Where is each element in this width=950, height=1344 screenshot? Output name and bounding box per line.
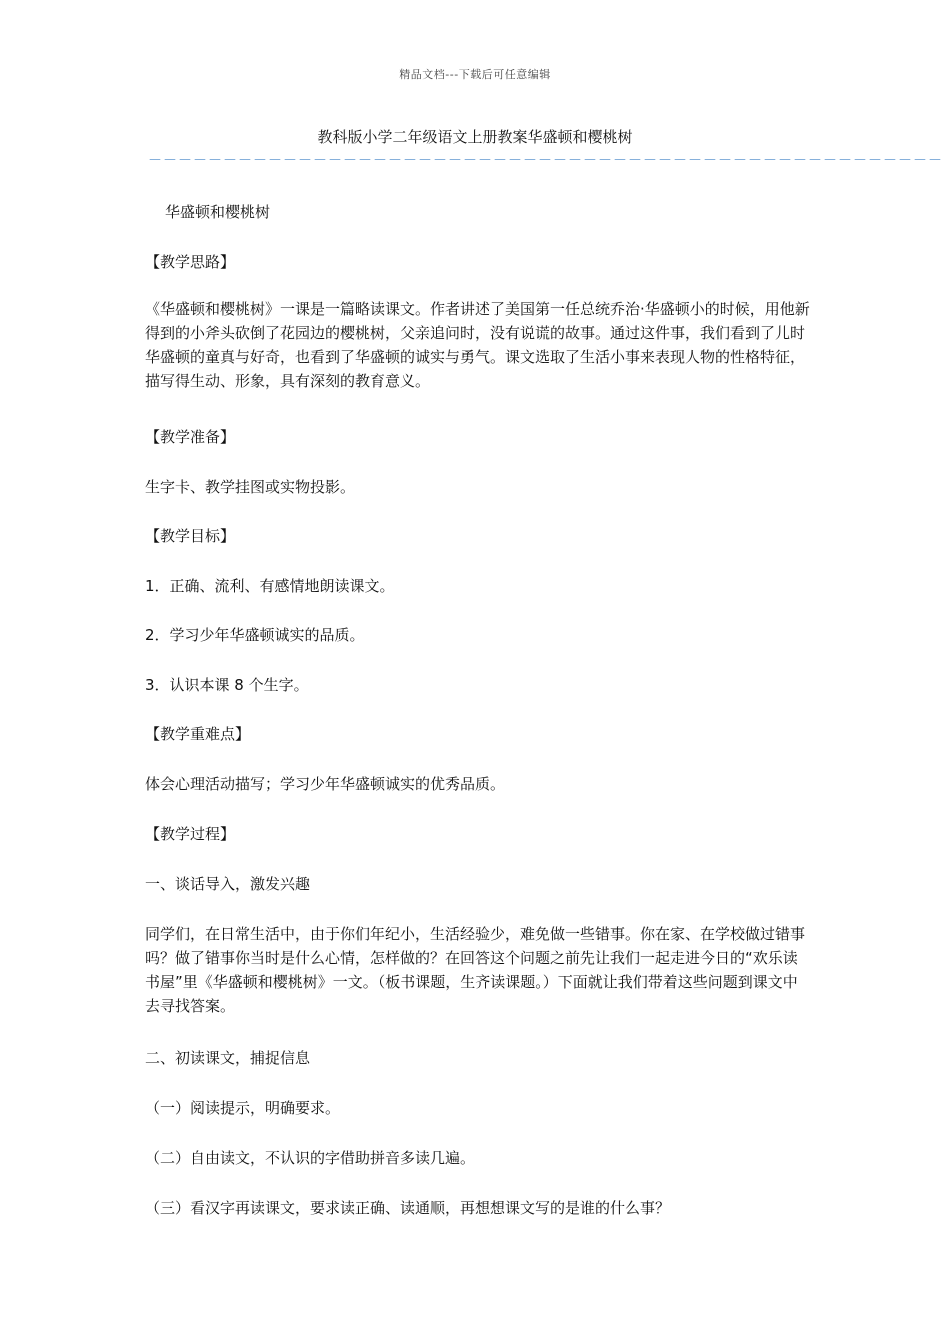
section-heading-goals: 【教学目标】 [145, 527, 236, 545]
lesson-title: 华盛顿和樱桃树 [165, 203, 271, 221]
goal-item-2: 2．学习少年华盛顿诚实的品质。 [145, 626, 365, 644]
document-title: 教科版小学二年级语文上册教案华盛顿和樱桃树 [317, 128, 633, 146]
goal-item-1: 1．正确、流利、有感情地朗读课文。 [145, 577, 395, 595]
section-heading-key-points: 【教学重难点】 [145, 725, 251, 743]
process-step-2-heading: 二、初读课文，捕捉信息 [145, 1049, 311, 1067]
section-heading-process: 【教学过程】 [145, 825, 236, 843]
goal-item-3: 3．认识本课 8 个生字。 [145, 676, 309, 694]
key-points-paragraph: 体会心理活动描写；学习少年华盛顿诚实的优秀品质。 [145, 775, 506, 793]
watermark-header: 精品文档---下载后可任意编辑 [399, 68, 551, 81]
process-step-1-heading: 一、谈话导入，激发兴趣 [145, 875, 311, 893]
idea-paragraph: 《华盛顿和樱桃树》一课是一篇略读课文。作者讲述了美国第一任总统乔治·华盛顿小的时候，用他新得到的小斧头砍倒了花园边的樱桃树，父亲追问时，没有说谎的故事。通过这件事，我们看到了儿时华盛顿的童真与好奇，也看到了华盛顿的诚实与勇气。课文选取了生活小事来表现人物的性格特征，描写得生动、形象，具有深刻的教育意义。 [145, 300, 810, 390]
section-heading-idea: 【教学思路】 [145, 253, 236, 271]
process-step-2-item-b: （二）自由读文，不认识的字借助拼音多读几遍。 [145, 1149, 476, 1167]
process-step-2-item-c: （三）看汉字再读课文，要求读正确、读通顺，再想想课文写的是谁的什么事？ [145, 1199, 671, 1217]
dashed-divider: －－－－－－－－－－－－－－－－－－－－－－－－－－－－－－－－－－－－－－－－－－－－－－－－－－－－－ [148, 153, 943, 169]
section-heading-prep: 【教学准备】 [145, 428, 236, 446]
process-step-1-paragraph: 同学们，在日常生活中，由于你们年纪小，生活经验少，难免做一些错事。你在家、在学校做过错事吗？做了错事你当时是什么心情，怎样做的？在回答这个问题之前先让我们一起走进今日的“欢乐读书屋”里《华盛顿和樱桃树》一文。（板书课题，生齐读课题。）下面就让我们带着这些问题到课文中去寻找答案。 [145, 925, 806, 1015]
process-step-2-item-a: （一）阅读提示，明确要求。 [145, 1099, 341, 1117]
prep-paragraph: 生字卡、教学挂图或实物投影。 [145, 478, 356, 496]
